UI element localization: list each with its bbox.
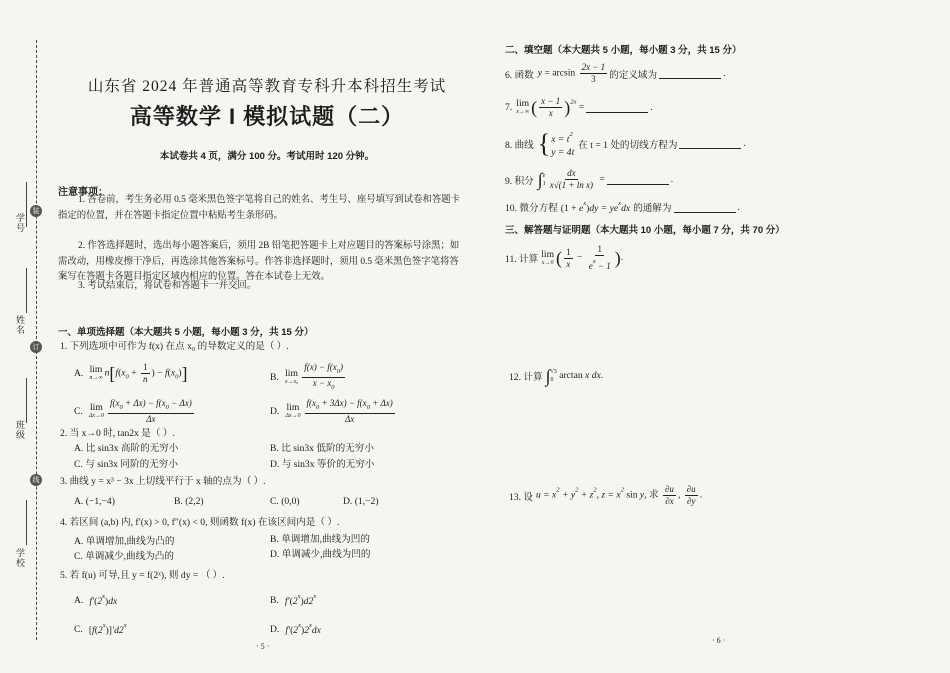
binding-dot-2: 订 — [30, 341, 42, 353]
question-10-label: 10. 微分方程 — [505, 203, 558, 214]
question-3-stem: 3. 曲线 y = x³ − 3x 上切线平行于 x 轴的点为（ ）. — [60, 476, 266, 487]
answer-blank — [607, 174, 669, 185]
question-6: 6. 函数 y = arcsin $\frac{2x - 1}{3}$ 的定义域为 . — [505, 62, 726, 84]
question-4-option-d: D. 单调减少,曲线为凹的 — [270, 549, 371, 560]
question-6-tail: 的定义域为 — [609, 69, 658, 81]
question-7-label: 7. — [505, 102, 513, 113]
binding-stroke — [26, 268, 27, 313]
formula: lim x→0 ( $\frac{1}{x}$ − $\frac{1}{e^x - 1}$ ). — [541, 244, 624, 271]
option-label: B. — [270, 372, 279, 383]
binding-dot-3: 线 — [30, 474, 42, 486]
question-2-stem: 2. 当 x→0 时, tan2x 是（ ）. — [60, 428, 175, 439]
formula: $u = x^2 + y^2 + z^2$, $z = x^2$ sin y, 求 $\frac{\partial u}{\partial x}$ , $\frac{\partial u}{\partial y}$ . — [535, 484, 703, 506]
formula: f′(2$^x$)dx — [89, 593, 118, 607]
question-1-option-b — [270, 362, 347, 393]
question-4-option-c: C. 单调减少,曲线为凸的 — [74, 551, 174, 562]
question-3-option-c: C. (0,0) — [270, 496, 300, 507]
binding-dot-1: 装 — [30, 205, 42, 217]
question-3-option-a: A. (−1,−4) — [74, 496, 115, 507]
page-number-right: · 6 · — [712, 636, 726, 645]
question-3-option-d: D. (1,−2) — [343, 496, 379, 507]
question-1-option-d — [270, 398, 397, 425]
question-2-option-c: C. 与 sin3x 同阶的无穷小 — [74, 459, 178, 470]
question-11 — [505, 244, 623, 272]
answer-blank — [679, 138, 741, 149]
answer-blank — [586, 102, 648, 113]
formula: $(1 + e^x)dy = ye^xdx$ — [560, 200, 631, 214]
question-1-stem: 1. 下列选项中可作为 f(x) 在点 x₀ 的导数定义的是（ ）. — [60, 341, 289, 352]
question-1-option-a — [74, 362, 188, 385]
question-3-option-b: B. (2,2) — [174, 496, 204, 507]
answer-blank — [659, 68, 721, 79]
question-2-option-a: A. 比 sin3x 高阶的无穷小 — [74, 443, 179, 454]
formula: f′(2$^x$)2$^x$dx — [285, 622, 321, 636]
section-2-title: 二、填空题（本大题共 5 小题，每小题 3 分，共 15 分） — [505, 45, 742, 56]
question-5-stem: 5. 若 f(u) 可导,且 y = f(2ˣ), 则 dy = （ ）. — [60, 570, 225, 581]
formula: lim Δx→0 $\frac{f(x_0 + 3\Delta x) - f(x_0 + \Delta x)}{\Delta x}$ — [285, 398, 393, 424]
formula: lim x→x₀ $\frac{f(x) - f(x_0)}{x - x_0}$ — [284, 362, 344, 391]
section-1-title: 一、单项选择题（本大题共 5 小题，每小题 3 分，共 15 分） — [58, 327, 314, 338]
question-10: 10. 微分方程 $(1 + e^x)dy = ye^xdx$ 的通解为 . — [505, 200, 740, 214]
question-8-tail: 在 t = 1 处的切线方程为 — [578, 139, 678, 151]
formula: ∫ √3 0 arctan x dx. — [545, 366, 604, 386]
page-number-left: · 5 · — [256, 642, 270, 651]
binding-label-class: 班级 — [15, 420, 25, 440]
formula: f′(2$^x$)d2$^x$ — [284, 593, 317, 607]
question-2-option-d: D. 与 sin3x 等价的无穷小 — [270, 459, 375, 470]
question-12-label: 12. 计算 — [509, 372, 543, 383]
question-1-option-c — [74, 398, 196, 425]
binding-stroke — [26, 378, 27, 423]
exam-subtitle: 本试卷共 4 页，满分 100 分。考试用时 120 分钟。 — [159, 151, 375, 162]
page-title: 高等数学 I 模拟试题（二） — [129, 104, 405, 129]
question-13-label: 13. 设 — [509, 491, 533, 503]
question-4-option-b: B. 单调增加,曲线为凹的 — [270, 534, 370, 545]
formula: { $x = t^2$ y = 4t — [537, 128, 575, 158]
option-label: A. — [74, 368, 84, 379]
option-label: C. — [74, 623, 83, 635]
binding-label-school: 学校 — [15, 548, 25, 568]
exam-name: 山东省 2024 年普通高等教育专科升本科招生考试 — [87, 78, 447, 95]
question-5-option-a — [74, 593, 117, 607]
answer-blank — [674, 202, 736, 213]
section-3-title: 三、解答题与证明题（本大题共 10 小题，每小题 7 分，共 70 分） — [505, 225, 785, 236]
formula: y = arcsin $\frac{2x - 1}{3}$ — [537, 62, 606, 84]
question-5-option-b — [270, 593, 316, 607]
question-10-tail: 的通解为 — [633, 203, 672, 214]
option-label: B. — [270, 594, 279, 606]
option-label: C. — [74, 406, 83, 417]
notice-item-2: 2. 作答选择题时，选出每小题答案后，须用 2B 铅笔把答题卡上对应题目的答案标号涂黑；如需改动，用橡皮擦干净后，再选涂其他答案标号。作答非选择题时，须用 0.5 毫米黑色签字笔将答案写在答题卡各题目指定区域内相应的位置。答在本试卷上无效。 — [58, 241, 460, 282]
question-7: 7. lim x→∞ ( $\frac{x - 1}{x}$ )$^{2x}$ = . — [505, 96, 653, 118]
notice-item-3: 3. 考试结束后，将试卷和答题卡一并交回。 — [78, 281, 257, 291]
formula: lim x→∞ ( $\frac{x - 1}{x}$ )$^{2x}$ = — [516, 96, 585, 118]
question-6-label: 6. 函数 — [505, 69, 534, 81]
question-8: 8. 曲线 { $x = t^2$ y = 4t 在 t = 1 处的切线方程为 . — [505, 128, 746, 158]
binding-label-student-id: 学号 — [15, 213, 25, 233]
question-4-stem: 4. 若区间 (a,b) 内, f′(x) > 0, f″(x) < 0, 则函数 f(x) 在该区间内是（ ）. — [60, 517, 340, 528]
option-label: D. — [270, 623, 280, 635]
binding-label-name: 姓名 — [15, 315, 25, 335]
formula: ∫ e 1 $\frac{dx}{\text{x√(1 + ln x)}}$ = — [537, 168, 605, 190]
option-label: D. — [270, 406, 280, 417]
notice-item-1: 1. 答卷前，考生务必用 0.5 毫米黑色签字笔将自己的姓名、考生号、座号填写到试卷和答题卡指定的位置，并在答题卡指定位置中粘贴考生条形码。 — [58, 195, 461, 221]
formula: [f(2$^x$)]′d2$^x$ — [88, 622, 127, 636]
formula: lim n→∞ $n[f(x_0$ + $\frac{1}{n}$ ) − $f(x_0)$] — [89, 362, 188, 384]
question-12 — [509, 368, 603, 384]
question-11-label: 11. 计算 — [505, 254, 539, 265]
notice-heading: 注意事项： — [58, 187, 108, 198]
question-5-option-c — [74, 622, 127, 636]
option-label: A. — [74, 594, 84, 606]
question-2-option-b: B. 比 sin3x 低阶的无穷小 — [270, 443, 374, 454]
question-9: 9. 积分 ∫ e 1 $\frac{dx}{\text{x√(1 + ln x)}}$ = . — [505, 168, 674, 190]
question-13 — [509, 484, 702, 507]
binding-dashed-line — [36, 40, 37, 640]
question-8-label: 8. 曲线 — [505, 139, 534, 151]
question-5-option-d — [270, 622, 321, 636]
formula: lim Δx→0 $\frac{f(x_0 + \Delta x) - f(x_0 - \Delta x)}{\Delta x}$ — [88, 398, 192, 424]
question-4-option-a: A. 单调增加,曲线为凸的 — [74, 536, 175, 547]
binding-stroke — [26, 500, 27, 545]
question-9-label: 9. 积分 — [505, 175, 534, 187]
